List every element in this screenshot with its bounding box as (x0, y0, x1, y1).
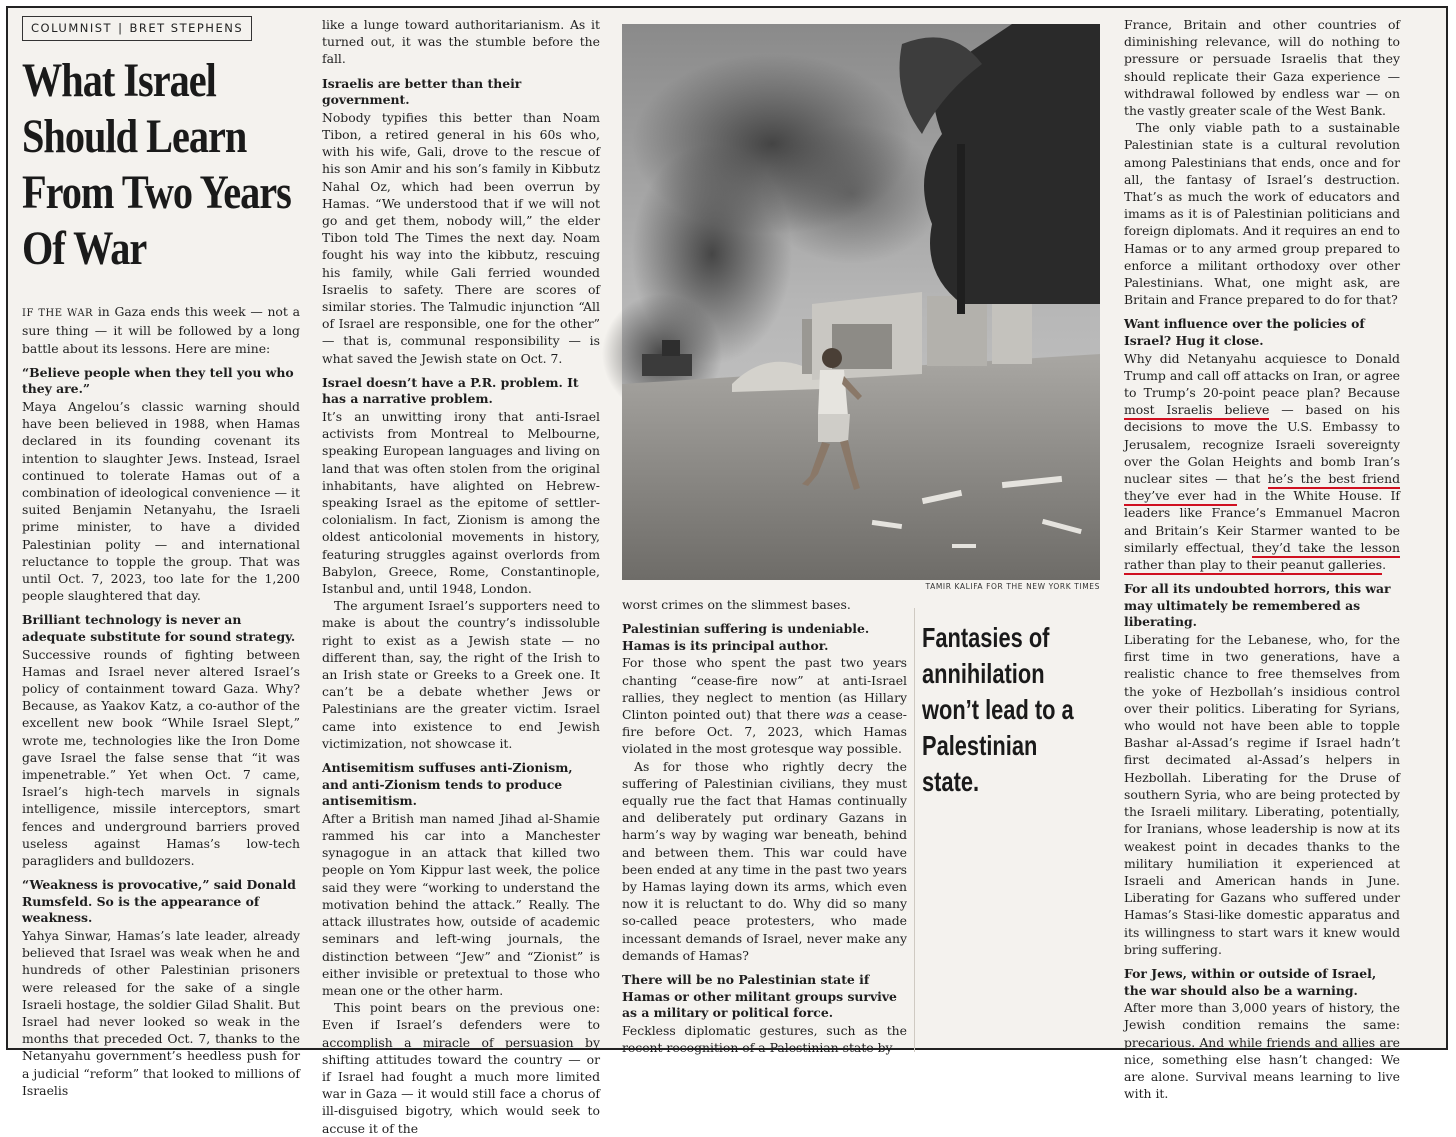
body-paragraph: This point bears on the previous one: Even if Israel’s defenders were to accomplish a miracle of persuasion by shifting attitudes toward the country — or if Israel had fought a much more limited war in Gaza — it would still face a chorus of ill-disguised bigotry, which would seek to accuse it of the (322, 1000, 600, 1136)
lead-paragraph (22, 303, 300, 357)
newspaper-page (6, 6, 1448, 1136)
body-paragraph: like a lunge toward authoritarianism. As it turned out, it was the stumble before the fall. (322, 17, 600, 67)
section-head-4: Israelis are better than their government. (322, 75, 522, 108)
italic-emphasis: was (825, 707, 850, 722)
section-head-3: “Weakness is provocative,” said Donald Rumsfeld. So is the appearance of weakness. (22, 877, 296, 926)
kicker-section: COLUMNIST (31, 21, 113, 35)
text-run: a cease-fire before Oct. 7, 2023, which Hamas violated in the most grotesque way possible. (622, 707, 907, 757)
body-paragraph (622, 654, 907, 757)
red-underline-1: most Israelis believe (1124, 402, 1269, 420)
body-paragraph: Nobody typifies this better than Noam Tibon, a retired general in his 60s who, with his wife, Gali, drove to the rescue of his son Amir and his son’s family in Kibbutz Nahal Oz, which had been overrun by Hamas. “We understood that if we will not go and get them, nobody will,” the elder Tibon told The Times the next day. Noam fought his way into the kibbutz, rescuing his family, while Gali ferried wounded Israelis to safety. There are scores of similar stories. The Talmudic injunction “All of Israel are responsible, one for the other” — that is, communal responsibility — is what saved the Jewish state on Oct. 7. (322, 109, 600, 366)
photo-credit: TAMIR KALIFA FOR THE NEW YORK TIMES (925, 582, 1100, 591)
headline-line-3: From Two Years (22, 166, 291, 220)
pullquote: Fantasies of annihilation won’t lead to a Palestinian state. (922, 622, 1074, 797)
lead-text: in Gaza ends this week — not a sure thing — it will be followed by a long battle about its lessons. Here are mine: (22, 304, 301, 356)
text-run: . (1382, 557, 1387, 573)
section-head-7: Palestinian suffering is undeniable. Hamas is its principal author. (622, 621, 870, 653)
column-3 (622, 596, 907, 1056)
text-run: — based on his decisions to move the U.S. Embassy to Jerusalem, recognize Israeli sovereignty over the Golan Heights and bomb Iran’s nuclear sites — that (1124, 402, 1400, 487)
body-paragraph-annotated (1124, 350, 1400, 574)
body-paragraph: The argument Israel’s supporters need to make is about the country’s indissoluble right to exist as a Jewish state — no different than, say, the right of the Irish to an Irish state or Greeks to a Greek one. It can’t be a debate whether Jews or Palestinians are the greater victim. Israel came into existence to end Jewish victimization, not showcase it. (322, 598, 600, 751)
column-1 (22, 16, 300, 1099)
text-run: Why did Netanyahu acquiesce to Donald Trump and call off attacks on Iran, or agree to Trump’s 20-point peace plan? Because (1124, 350, 1400, 401)
section-head-6: Antisemitism suffuses anti-Zionism, and anti-Zionism tends to produce antisemitism. (322, 760, 573, 809)
section-head-2: Brilliant technology is never an adequate substitute for sound strategy. (22, 612, 296, 645)
column-4 (1124, 16, 1400, 1102)
text-run: For those who spent the past two years chanting “cease-fire now” at anti-Israel rallies, they neglect to mention (as Hillary Clinton pointed out) that there (622, 655, 907, 722)
section-head-9: Want influence over the policies of Israel? Hug it close. (1124, 316, 1365, 349)
lead-caps: IF THE WAR (22, 308, 94, 320)
body-paragraph: worst crimes on the slimmest bases. (622, 597, 851, 612)
news-photo (622, 24, 1100, 580)
red-underline-3: they’d take the lesson rather than play to their peanut galleries (1124, 540, 1400, 575)
body-paragraph: The only viable path to a sustainable Palestinian state is a cultural revolution among Palestinians that ends, once and for all, the fantasy of Israel’s destruction. That’s as much the work of educators and imams as it is of Palestinian politicians and foreign diplomats. And it requires an end to Hamas or to any armed group prepared to enforce a militant orthodoxy over other Palestinians. What, one might ask, are Britain and France prepared to do for that? (1124, 120, 1401, 308)
section-head-5: Israel doesn’t have a P.R. problem. It has a narrative problem. (322, 374, 579, 407)
text-run: in the White House. If leaders like France’s Emmanuel Macron and Britain’s Keir Starmer wanted to be similarly effectual, (1124, 488, 1400, 555)
kicker-separator: | (118, 21, 124, 35)
column-2 (322, 16, 600, 1137)
headline-line-4: Of War (22, 222, 147, 276)
headline-line-1: What Israel (22, 54, 216, 108)
section-head-10: For all its undoubted horrors, this war may ultimately be remembered as liberating. (1124, 581, 1391, 630)
body-paragraph: It’s an unwitting irony that anti-Israel activists from Montreal to Melbourne, speaking European languages and living on land that was often stolen from the original inhabitants, have alighted on Hebrew-speaking Israel as the epitome of settler-colonialism. In fact, Zionism is among the oldest anticolonial movements in history, featuring struggles against overlords from Babylon, Greece, Rome, Constantinople, Istanbul and, until 1948, London. (322, 409, 600, 597)
headline-line-2: Should Learn (22, 110, 247, 164)
section-head-1: “Believe people when they tell you who they are.” (22, 364, 294, 397)
kicker-label (22, 16, 252, 41)
body-paragraph: Yahya Sinwar, Hamas’s late leader, already believed that Israel was weak when he and hundreds of other Palestinian prisoners were released for the sake of a single Israeli hostage, the soldier Gilad Shalit. But Israel had never looked so weak in the months that preceded Oct. 7, thanks to the Netanyahu government’s heedless push for a judicial “reform” that looked to millions of Israelis (22, 928, 300, 1098)
section-head-8: There will be no Palestinian state if Hamas or other militant groups survive as a military or political force. (622, 972, 897, 1021)
body-paragraph: Feckless diplomatic gestures, such as the recent recognition of a Palestinian state by (622, 1022, 907, 1056)
body-paragraph: After a British man named Jihad al-Shamie rammed his car into a Manchester synagogue in an attack that killed two people on Yom Kippur last week, the police said they were “working to understand the motivation behind the attack.” Really. The attack illustrates how, outside of academic seminars and left-wing journals, the distinction between “Jew” and “Zionist” is either invisible or pretextual to those who mean one or the other harm. (322, 810, 600, 998)
section-head-11: For Jews, within or outside of Israel, the war should also be a warning. (1124, 965, 1377, 998)
body-paragraph: As for those who rightly decry the suffering of Palestinian civilians, they must equally rue the fact that Hamas continually and deliberately put ordinary Gazans in harm’s way by waging war beneath, behind and between them. This war could have been ended at any time in the past two years by Hamas laying down its arms, which even now it is reluctant to do. Why did so many so-called peace protesters, who made incessant demands of Israel, never make any demands of Hamas? (622, 758, 907, 963)
kicker-author: BRET STEPHENS (129, 21, 244, 35)
headline (22, 53, 299, 277)
photo-illustration (622, 24, 1100, 580)
body-paragraph: Liberating for the Lebanese, who, for the first time in two generations, have a realistic chance to free themselves from the yoke of Hezbollah’s insidious control over their politics. Liberating for Syrians, who would not have been able to topple Bashar al-Assad’s regime if Israel hadn’t first decimated al-Assad’s helpers in Hezbollah. Liberating for the Druse of southern Syria, who are being protected by the Israeli military. Liberating, potentially, for Iranians, whose leadership is now at its weakest point in decades thanks to the military humiliation it experienced at Israeli and American hands in June. Liberating for Gazans who suffered under Hamas’s Stasi-like domestic apparatus and its willingness to start wars it knew would bring suffering. (1124, 632, 1400, 957)
body-paragraph: Successive rounds of fighting between Hamas and Israel never altered Israel’s policy of containment toward Gaza. Why? Because, as Yaakov Katz, a co-author of the excellent new book “While Israel Slept,” wrote me, technologies like the Iron Dome gave Israel the false sense that “it was impenetrable.” Yet when Oct. 7 came, Israel’s high-tech marvels in signals intelligence, missile interceptors, smart fences and underground barriers proved useless against Hamas’s low-tech paragliders and bulldozers. (22, 646, 300, 869)
body-paragraph: After more than 3,000 years of history, the Jewish condition remains the same: precarious. And while friends and allies are nice, something else hasn’t changed: We are alone. Survival means learning to live with it. (1124, 1000, 1400, 1102)
red-underline-2: he’s the best friend they’ve ever had (1124, 471, 1400, 506)
body-paragraph: France, Britain and other countries of diminishing relevance, will do nothing to pressure or persuade Israelis that they should replicate their Gaza experience — withdrawal followed by endless war — on the vastly greater scale of the West Bank. (1124, 17, 1400, 119)
body-paragraph: Maya Angelou’s classic warning should have been believed in 1988, when Hamas declared in its founding covenant its intention to slaughter Jews. Instead, Israel continued to tolerate Hamas out of a combination of ideological convenience — it suited Benjamin Netanyahu, the Israeli prime minister, to have a divided Palestinian polity — and international reluctance to topple the group. That was until Oct. 7, 2023, too late for the 1,200 people slaughtered that day. (22, 399, 300, 604)
